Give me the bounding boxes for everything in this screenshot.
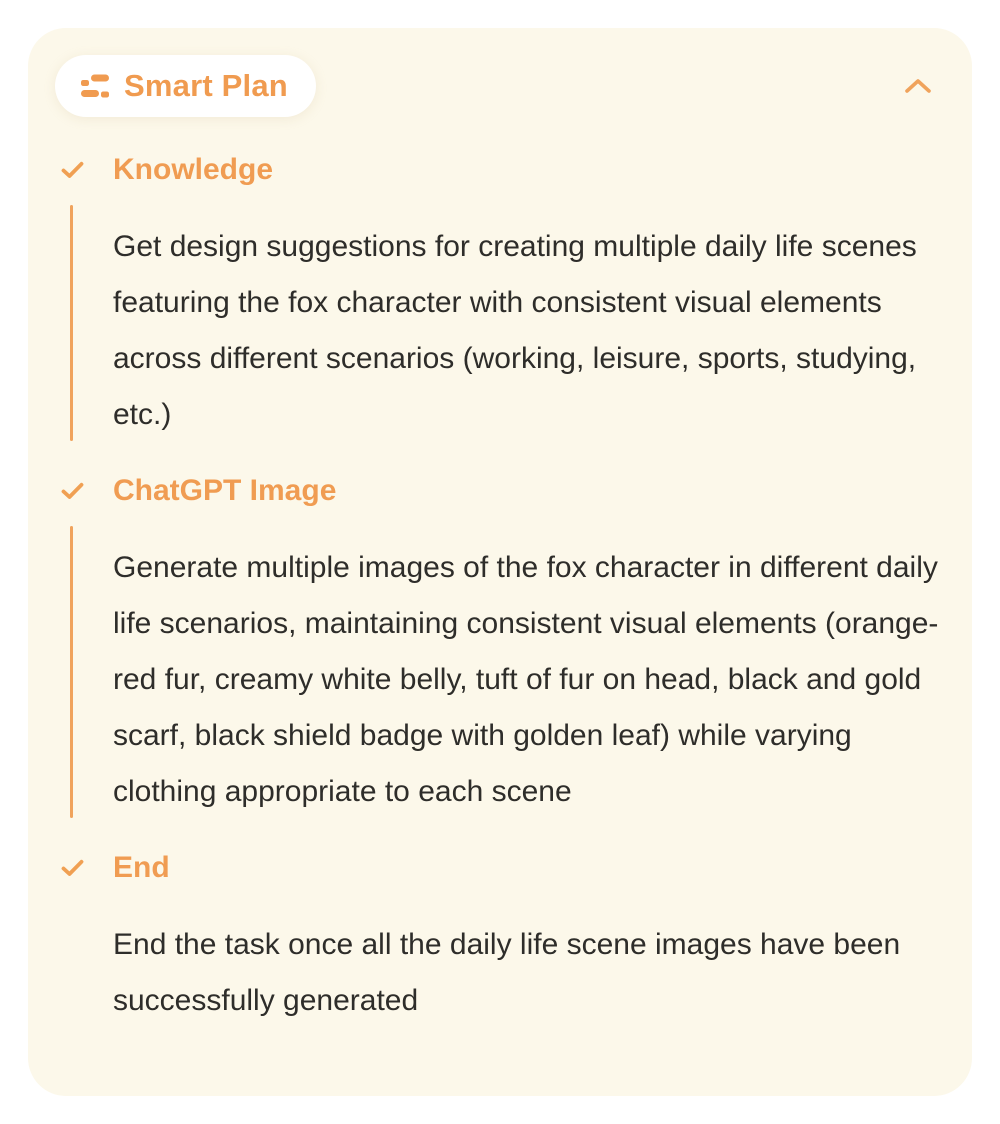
plan-step: [55, 850, 942, 1029]
step-title: Knowledge: [113, 153, 274, 186]
smart-plan-icon: [79, 70, 111, 102]
check-icon: [61, 161, 84, 179]
collapse-button[interactable]: [896, 69, 940, 103]
plan-steps-list: [55, 152, 942, 1029]
smart-plan-badge: [55, 55, 316, 117]
step-connector-line: [70, 205, 73, 441]
plan-step: [55, 152, 942, 443]
check-icon: [61, 482, 84, 500]
chevron-up-icon: [900, 73, 936, 99]
check-icon: [61, 859, 84, 877]
step-title: ChatGPT Image: [113, 474, 337, 507]
plan-step: [55, 473, 942, 820]
step-description: Get design suggestions for creating multiple daily life scenes featuring the fox character with consistent visual elements across different scenarios (working, leisure, sports, studying, etc.): [113, 230, 917, 431]
step-description: Generate multiple images of the fox character in different daily life scenarios, maintaining consistent visual elements (orange-red fur, creamy white belly, tuft of fur on head, black and gold scarf, black shield badge with golden leaf) while varying clothing appropriate to each scene: [113, 551, 939, 808]
smart-plan-card: [28, 28, 972, 1096]
smart-plan-title: Smart Plan: [124, 68, 288, 103]
card-header: [55, 55, 942, 117]
step-description: End the task once all the daily life scene images have been successfully generated: [113, 928, 901, 1017]
step-title: End: [113, 851, 170, 884]
step-connector-line: [70, 526, 73, 818]
